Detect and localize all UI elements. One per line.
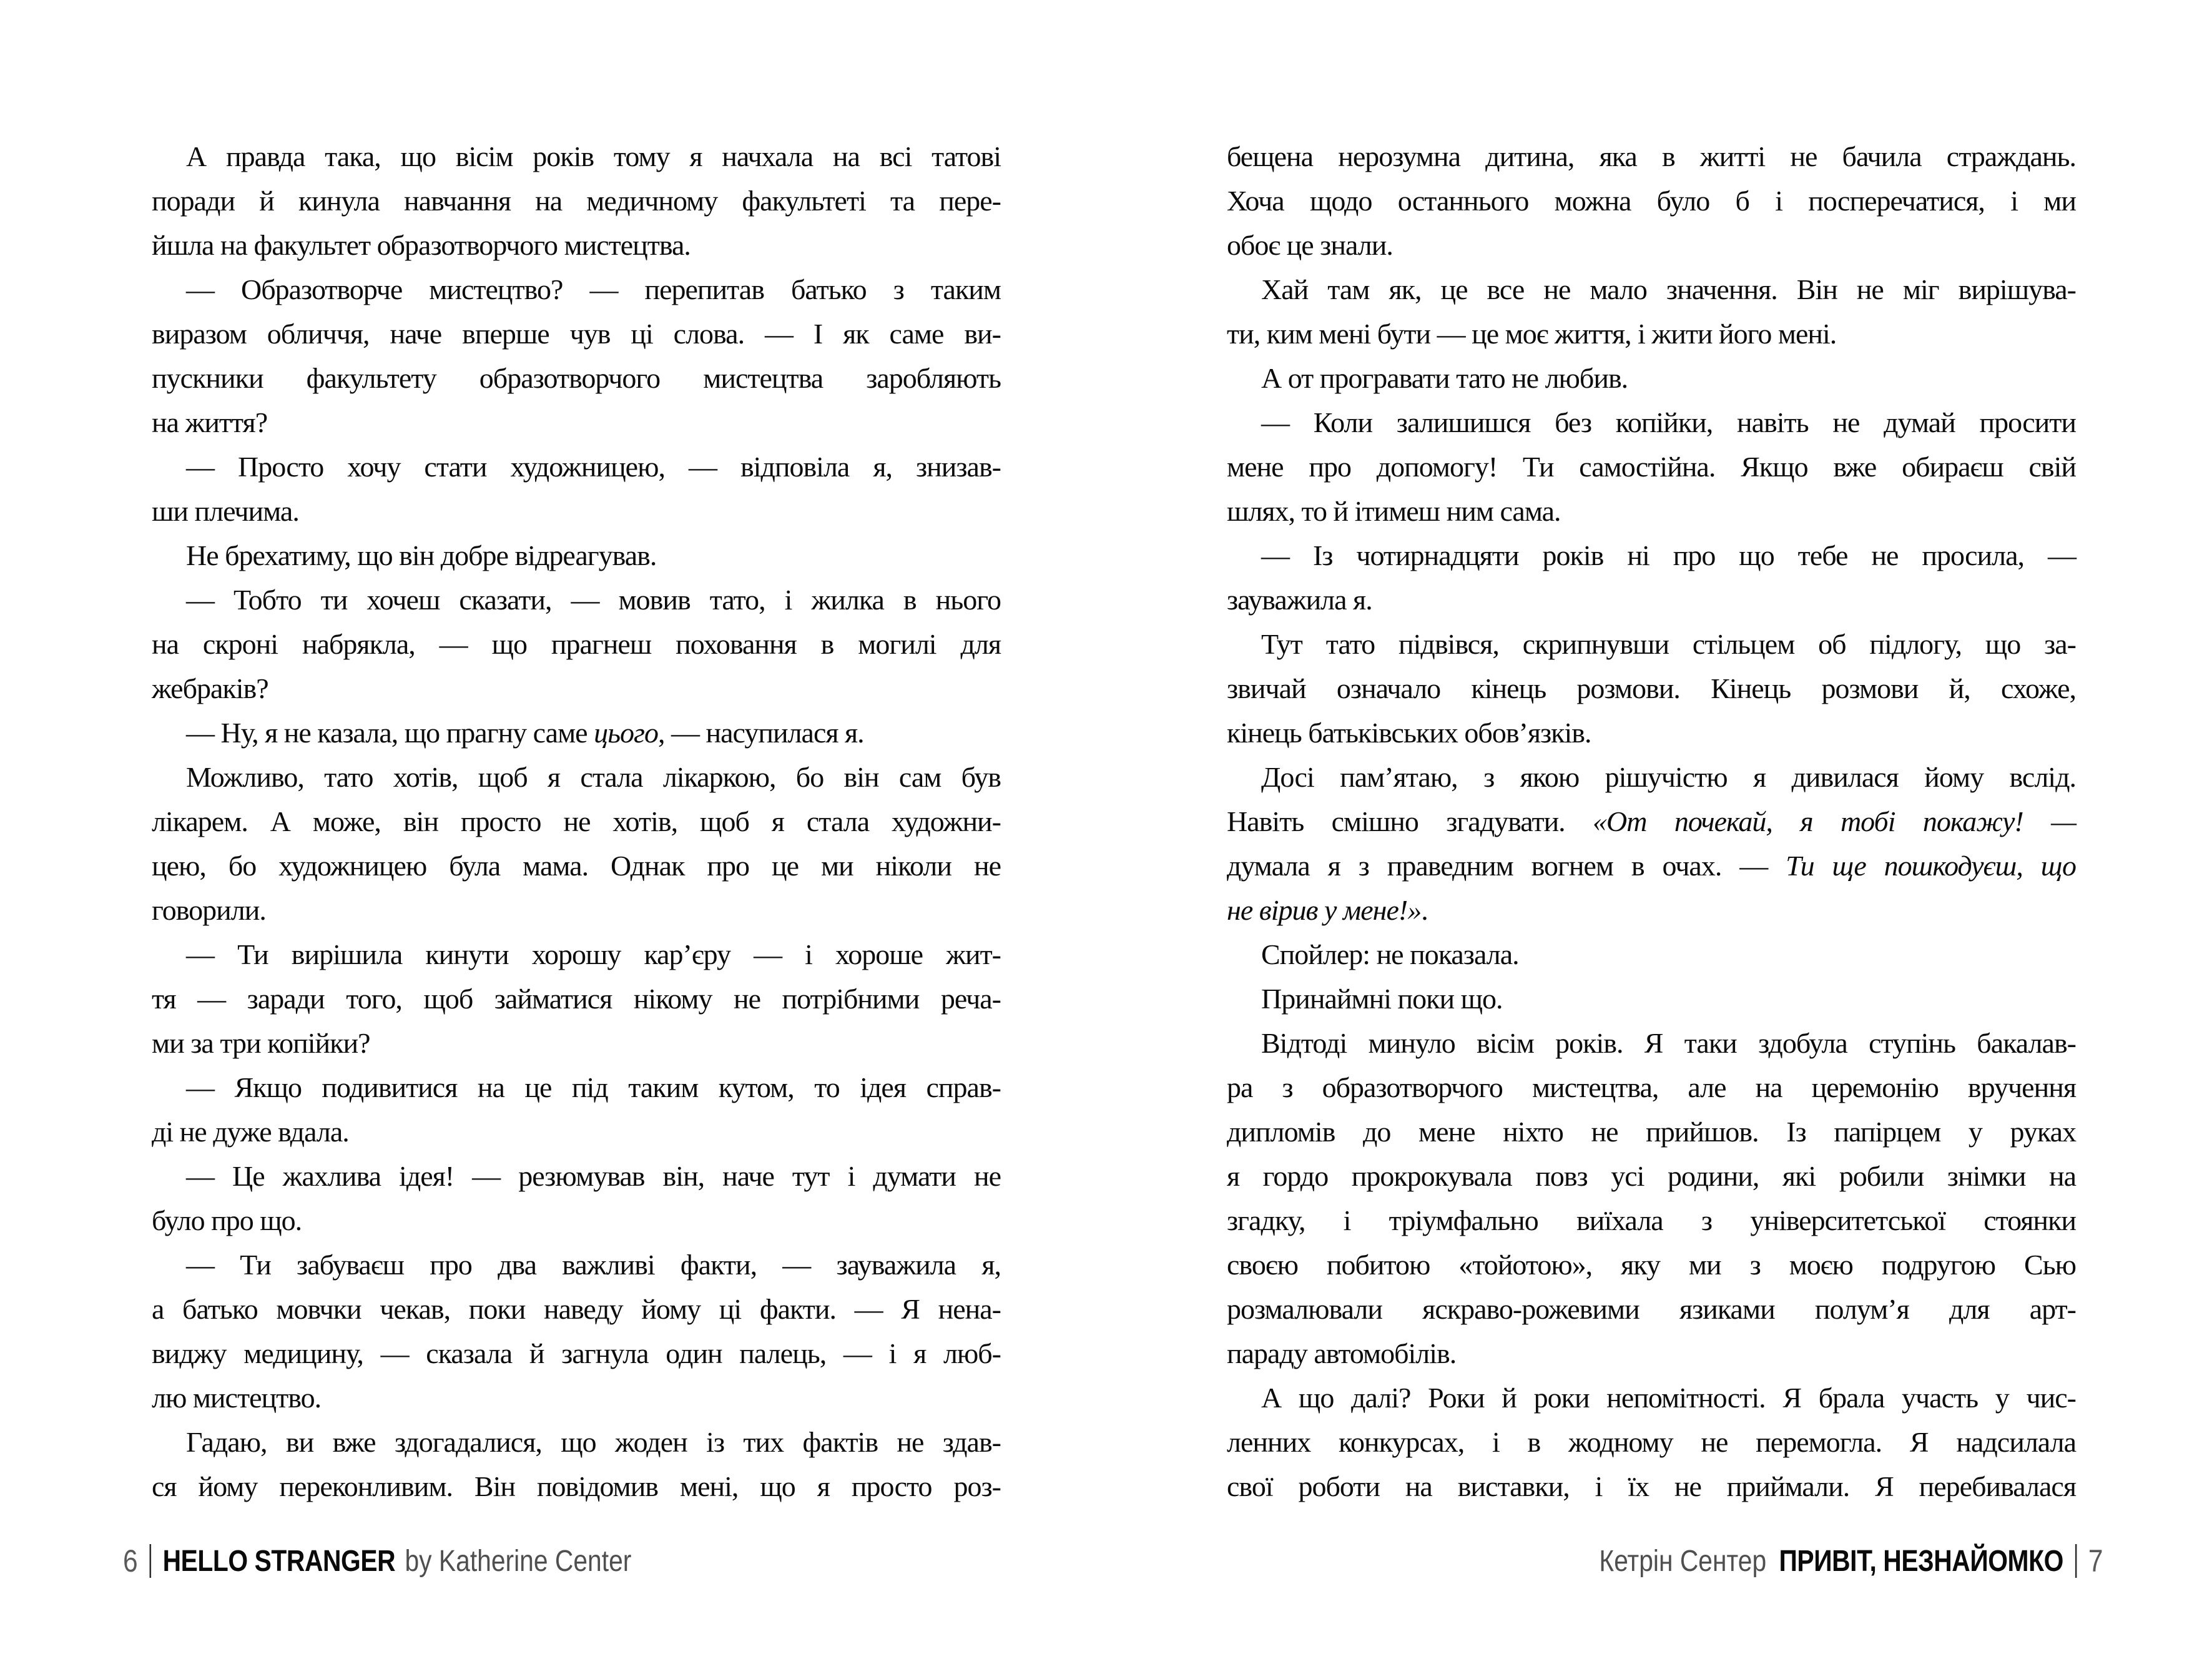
text-line xyxy=(1227,1420,2076,1464)
text-segment: поради й кинула навчання на медичному факультеті та пере- xyxy=(152,185,1001,217)
text-line xyxy=(152,578,1001,622)
text-segment: ся йому переконливим. Він повідомив мені, що я просто роз- xyxy=(152,1470,1001,1502)
text-segment: Не брехатиму, що він добре відреагував. xyxy=(186,539,657,571)
text-segment: а батько мовчки чекав, поки наведу йому ці факти. — Я нена- xyxy=(152,1293,1001,1325)
book-author-translated: Кетрін Сентер xyxy=(1598,1544,1766,1578)
text-line xyxy=(1227,932,2076,977)
text-segment: ми за три копійки? xyxy=(152,1027,370,1059)
text-segment: виразом обличчя, наче вперше чув ці слова. — І як саме ви- xyxy=(152,318,1001,350)
text-line xyxy=(1227,1021,2076,1065)
text-line xyxy=(152,1065,1001,1110)
text-segment: своєю побитою «тойотою», яку ми з моєю подругою Сью xyxy=(1227,1249,2076,1281)
text-line xyxy=(1227,134,2076,179)
text-segment: Можливо, тато хотів, щоб я стала лікаркою, бо він сам був xyxy=(186,761,1001,793)
text-line xyxy=(1227,356,2076,400)
text-segment: ти, ким мені бути — це моє життя, і жити його мені. xyxy=(1227,318,1837,350)
right-page-footer xyxy=(1599,1541,2103,1581)
text-segment: цею, бо художницею була мама. Однак про це ми ніколи не xyxy=(152,850,1001,882)
text-line xyxy=(152,844,1001,888)
text-segment: Відтоді минуло вісім років. Я таки здобула ступінь бакалав- xyxy=(1261,1027,2076,1059)
right-page-text xyxy=(1227,134,2076,1509)
text-segment: звичай означало кінець розмови. Кінець розмови й, схоже, xyxy=(1227,672,2076,704)
text-line xyxy=(1227,179,2076,223)
text-segment: Принаймні поки що. xyxy=(1261,983,1503,1015)
text-segment: А правда така, що вісім років тому я начхала на всі татові xyxy=(186,140,1001,172)
text-line xyxy=(152,977,1001,1021)
text-line xyxy=(152,445,1001,489)
text-line xyxy=(152,134,1001,179)
text-line xyxy=(1227,1376,2076,1420)
text-segment: Хай там як, це все не мало значення. Він не міг вирішува- xyxy=(1261,273,2076,305)
text-segment-italic: Ти ще пошкодуєш, що xyxy=(1786,850,2076,882)
book-title-original: HELLO STRANGER xyxy=(162,1544,396,1578)
text-line xyxy=(152,400,1001,445)
text-segment: жебраків? xyxy=(152,672,268,704)
text-line xyxy=(152,622,1001,666)
text-line xyxy=(1227,1110,2076,1154)
text-segment: ленних конкурсах, і в жодному не перемогла. Я надсилала xyxy=(1227,1426,2076,1458)
text-segment-italic: цього xyxy=(594,717,658,749)
text-segment: ра з образотворчого мистецтва, але на церемонію вручення xyxy=(1227,1071,2076,1103)
text-line xyxy=(1227,799,2076,844)
text-segment: бещена нерозумна дитина, яка в житті не бачила страждань. xyxy=(1227,140,2076,172)
text-line xyxy=(1227,888,2076,932)
text-segment: свої роботи на виставки, і їх не приймали. Я перебивалася xyxy=(1227,1470,2076,1502)
text-line xyxy=(1227,400,2076,445)
text-segment: Хоча щодо останнього можна було б і посперечатися, і ми xyxy=(1227,185,2076,217)
text-segment: виджу медицину, — сказала й загнула один палець, — і я люб- xyxy=(152,1337,1001,1369)
text-segment: — Якщо подивитися на це під таким кутом, то ідея справ- xyxy=(186,1071,1001,1103)
text-segment: зауважила я. xyxy=(1227,584,1372,616)
text-line xyxy=(1227,578,2076,622)
text-line xyxy=(1227,755,2076,799)
text-segment: розмалювали яскраво-рожевими язиками полум’я для арт- xyxy=(1227,1293,2076,1325)
text-line xyxy=(152,1243,1001,1287)
text-segment: кінець батьківських обов’язків. xyxy=(1227,717,1591,749)
text-segment: згадку, і тріумфально виїхала з університетської стоянки xyxy=(1227,1204,2076,1236)
text-line xyxy=(152,799,1001,844)
text-segment: думала я з праведним вогнем в очах. — xyxy=(1227,850,1786,882)
text-segment: — Це жахлива ідея! — резюмував він, наче тут і думати не xyxy=(186,1160,1001,1192)
text-line xyxy=(152,1021,1001,1065)
left-page-text xyxy=(152,134,1001,1509)
text-line xyxy=(1227,223,2076,267)
footer-separator-bar xyxy=(2075,1544,2077,1578)
text-segment: — Образотворче мистецтво? — перепитав батько з таким xyxy=(186,273,1001,305)
text-segment: дипломів до мене ніхто не прийшов. Із папірцем у руках xyxy=(1227,1116,2076,1148)
text-segment: . xyxy=(1421,894,1428,926)
text-line xyxy=(1227,267,2076,312)
text-line xyxy=(1227,1331,2076,1376)
text-line xyxy=(152,1154,1001,1198)
text-line xyxy=(152,1287,1001,1331)
text-line xyxy=(1227,1287,2076,1331)
text-line xyxy=(1227,622,2076,666)
text-segment: А що далі? Роки й роки непомітності. Я брала участь у чис- xyxy=(1261,1382,2076,1414)
text-segment: на скроні набрякла, — що прагнеш поховання в могилі для xyxy=(152,628,1001,660)
text-segment: говорили. xyxy=(152,894,266,926)
text-segment: йшла на факультет образотворчого мистецтва. xyxy=(152,229,691,261)
text-segment: на життя? xyxy=(152,406,268,438)
text-segment: Навіть смішно згадувати. xyxy=(1227,805,1593,837)
text-line xyxy=(152,533,1001,578)
text-segment: я гордо прокрокувала повз усі родини, які робили знімки на xyxy=(1227,1160,2076,1192)
text-line xyxy=(1227,489,2076,533)
text-line xyxy=(1227,711,2076,755)
text-segment: ши плечима. xyxy=(152,495,299,527)
text-segment: — Ти вирішила кинути хорошу кар’єру — і хороше жит- xyxy=(186,938,1001,970)
text-line xyxy=(1227,533,2076,578)
text-segment: шлях, то й ітимеш ним сама. xyxy=(1227,495,1561,527)
text-line xyxy=(152,312,1001,356)
text-segment-italic: не вірив у мене!» xyxy=(1227,894,1422,926)
text-line xyxy=(152,1331,1001,1376)
text-segment: мене про допомогу! Ти самостійна. Якщо вже обираєш свій xyxy=(1227,451,2076,483)
text-line xyxy=(152,1198,1001,1243)
text-line xyxy=(1227,844,2076,888)
text-segment: Гадаю, ви вже здогадалися, що жоден із тих фактів не здав- xyxy=(186,1426,1001,1458)
book-title-translated: ПРИВІТ, НЕЗНАЙОМКО xyxy=(1779,1544,2063,1578)
text-line xyxy=(1227,1198,2076,1243)
book-byline: by Katherine Center xyxy=(405,1544,632,1578)
left-page-number: 6 xyxy=(123,1543,138,1578)
right-page-number: 7 xyxy=(2088,1543,2103,1578)
text-segment: лікарем. А може, він просто не хотів, щоб я стала художни- xyxy=(152,805,1001,837)
text-segment: Досі пам’ятаю, з якою рішучістю я дивилася йому вслід. xyxy=(1261,761,2076,793)
text-line xyxy=(152,888,1001,932)
text-line xyxy=(152,489,1001,533)
text-line xyxy=(1227,1065,2076,1110)
text-line xyxy=(152,932,1001,977)
text-line xyxy=(1227,445,2076,489)
text-segment: тя — заради того, щоб займатися нікому не потрібними реча- xyxy=(152,983,1001,1015)
text-line xyxy=(1227,1464,2076,1509)
text-line xyxy=(152,356,1001,400)
text-segment: — Із чотирнадцяти років ні про що тебе не просила, — xyxy=(1261,539,2076,571)
text-segment: — Коли залишишся без копійки, навіть не думай просити xyxy=(1261,406,2076,438)
text-line xyxy=(152,179,1001,223)
text-segment: ді не дуже вдала. xyxy=(152,1116,349,1148)
text-line xyxy=(1227,977,2076,1021)
text-line xyxy=(152,666,1001,711)
text-segment: лю мистецтво. xyxy=(152,1382,322,1414)
text-segment: , — насупилася я. xyxy=(658,717,864,749)
left-page-footer xyxy=(123,1541,631,1581)
text-segment: А от програвати тато не любив. xyxy=(1261,362,1628,394)
text-line xyxy=(152,267,1001,312)
text-line xyxy=(1227,1154,2076,1198)
text-line xyxy=(152,1420,1001,1464)
text-line xyxy=(152,755,1001,799)
text-segment: — Тобто ти хочеш сказати, — мовив тато, і жилка в нього xyxy=(186,584,1001,616)
text-line xyxy=(152,223,1001,267)
footer-separator-bar xyxy=(149,1544,151,1578)
text-line xyxy=(152,711,1001,755)
text-line xyxy=(152,1464,1001,1509)
text-segment: пускники факультету образотворчого мистецтва заробляють xyxy=(152,362,1001,394)
text-segment: Спойлер: не показала. xyxy=(1261,938,1519,970)
page-right xyxy=(1106,0,2212,1659)
text-line xyxy=(1227,312,2076,356)
text-segment: параду автомобілів. xyxy=(1227,1337,1457,1369)
text-segment-italic: «От почекай, я тобі покажу! — xyxy=(1593,805,2076,837)
text-line xyxy=(152,1376,1001,1420)
text-segment: — Просто хочу стати художницею, — відповіла я, знизав- xyxy=(186,451,1001,483)
text-segment: обоє це знали. xyxy=(1227,229,1393,261)
text-segment: — Ну, я не казала, що прагну саме xyxy=(186,717,594,749)
text-segment: було про що. xyxy=(152,1204,302,1236)
text-line xyxy=(1227,666,2076,711)
text-line xyxy=(152,1110,1001,1154)
text-segment: Тут тато підвівся, скрипнувши стільцем об підлогу, що за- xyxy=(1261,628,2076,660)
text-line xyxy=(1227,1243,2076,1287)
text-segment: — Ти забуваєш про два важливі факти, — зауважила я, xyxy=(186,1249,1001,1281)
